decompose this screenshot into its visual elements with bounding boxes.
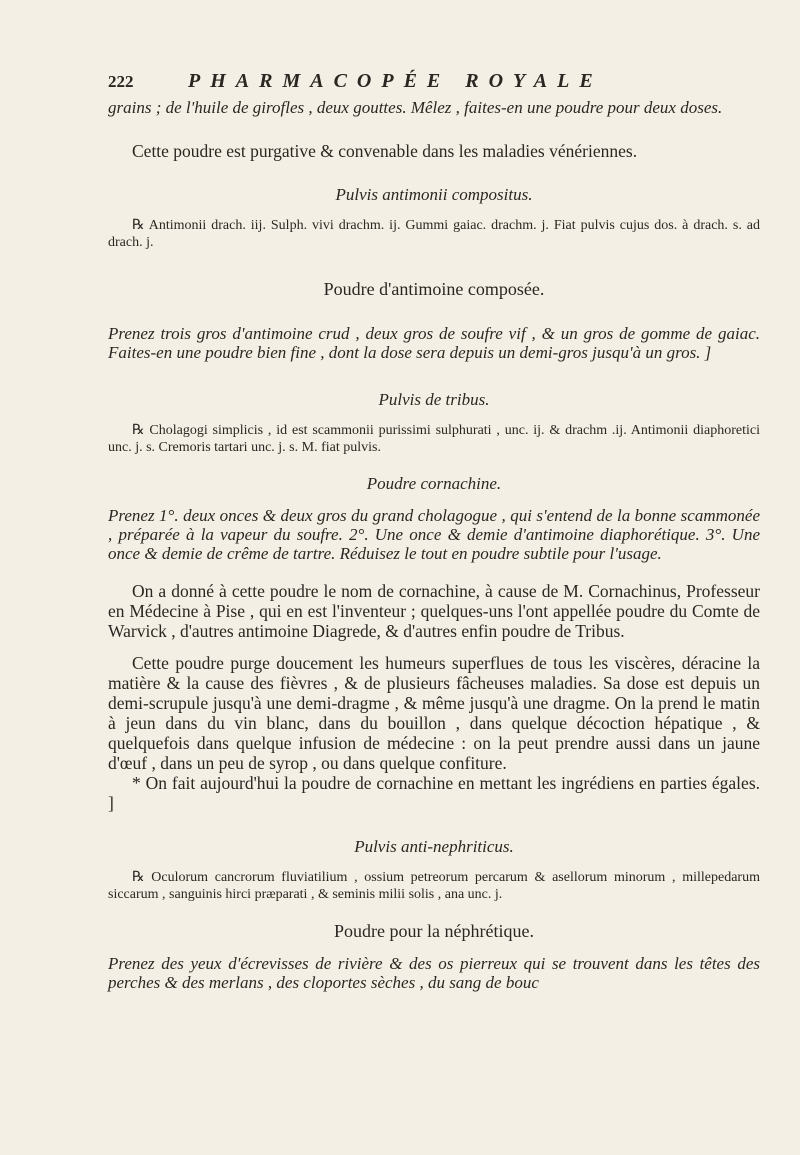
recipe-title-french: Poudre pour la néphrétique. [334, 921, 534, 941]
french-prescription: Prenez trois gros d'antimoine crud , deux gros de soufre vif , & un gros de gomme de gaiac. Faites-en une poudre bien fine , dont la dose sera depuis un demi-gros jusqu'à un gros. ] [108, 324, 760, 362]
recipe-title-french: Poudre cornachine. [366, 474, 502, 493]
french-prescription: Prenez des yeux d'écrevisses de rivière & des os pierreux qui se trouvent dans les têtes des perches & des merlans , des cloportes sèches , du sang de bouc [108, 954, 760, 992]
recipe-title-latin: Pulvis anti-nephriticus. [354, 837, 514, 856]
footnote-paragraph: * On fait aujourd'hui la poudre de cornachine en mettant les ingrédiens en parties égales. ] [108, 773, 760, 813]
french-prescription: Prenez 1°. deux onces & deux gros du grand cholagogue , qui s'entend de la bonne scammonée , préparée à la vapeur du soufre. 2°. Une once & demie d'antimoine diaphorétique. 3°. Une once & demie de crême de tartre. Réduisez le tout en poudre subtile pour l'usage. [108, 506, 760, 563]
page-number: 222 [108, 72, 134, 91]
body-paragraph: On a donné à cette poudre le nom de cornachine, à cause de M. Cornachinus, Professeur en Médecine à Pise , qui en est l'inventeur ; quelques-uns l'ont appellée poudre du Comte de Warvick , d'autres antimoine Diagrede, & d'autres enfin poudre de Tribus. [108, 581, 760, 641]
recipe-title-latin: Pulvis de tribus. [378, 390, 490, 409]
page-header [108, 70, 760, 94]
latin-prescription: ℞ Oculorum cancrorum fluviatilium , ossium petreorum percarum & asellorum minorum , millepedarum siccarum , sanguinis hirci præparati , & seminis milii solis , ana unc. j. [108, 870, 760, 902]
recipe-title-latin: Pulvis antimonii compositus. [335, 185, 533, 204]
recipe-title-french: Poudre d'antimoine composée. [323, 279, 545, 299]
latin-prescription: ℞ Antimonii drach. iij. Sulph. vivi drachm. ij. Gummi gaiac. drachm. j. Fiat pulvis cujus dos. à drach. s. ad drach. j. [108, 218, 760, 250]
running-title: PHARMACOPÉE ROYALE [188, 70, 603, 92]
latin-prescription: ℞ Cholagogi simplicis , id est scammonii purissimi sulphurati , unc. ij. & drachm .ij. Antimonii diaphoretici unc. j. s. Cremoris tartari unc. j. s. M. fiat pulvis. [108, 423, 760, 455]
body-paragraph: Cette poudre purge doucement les humeurs superflues de tous les viscères, déracine la matière & la cause des fièvres , & de plusieurs fâcheuses maladies. Sa dose est depuis un demi-scrupule jusqu'à une demi-dragme , & même jusqu'à une dragme. On la prend le matin à jeun dans du vin blanc, dans du bouillon , dans quelque décoction hépatique , & quelquefois dans quelque infusion de médecine : on la peut prendre aussi dans un jaune d'œuf , dans un peu de syrop , ou dans quelque confiture. [108, 653, 760, 773]
usage-note: Cette poudre est purgative & convenable dans les maladies vénériennes. [132, 141, 638, 161]
continued-recipe: grains ; de l'huile de girofles , deux gouttes. Mêlez , faites-en une poudre pour deux doses. [108, 98, 723, 117]
